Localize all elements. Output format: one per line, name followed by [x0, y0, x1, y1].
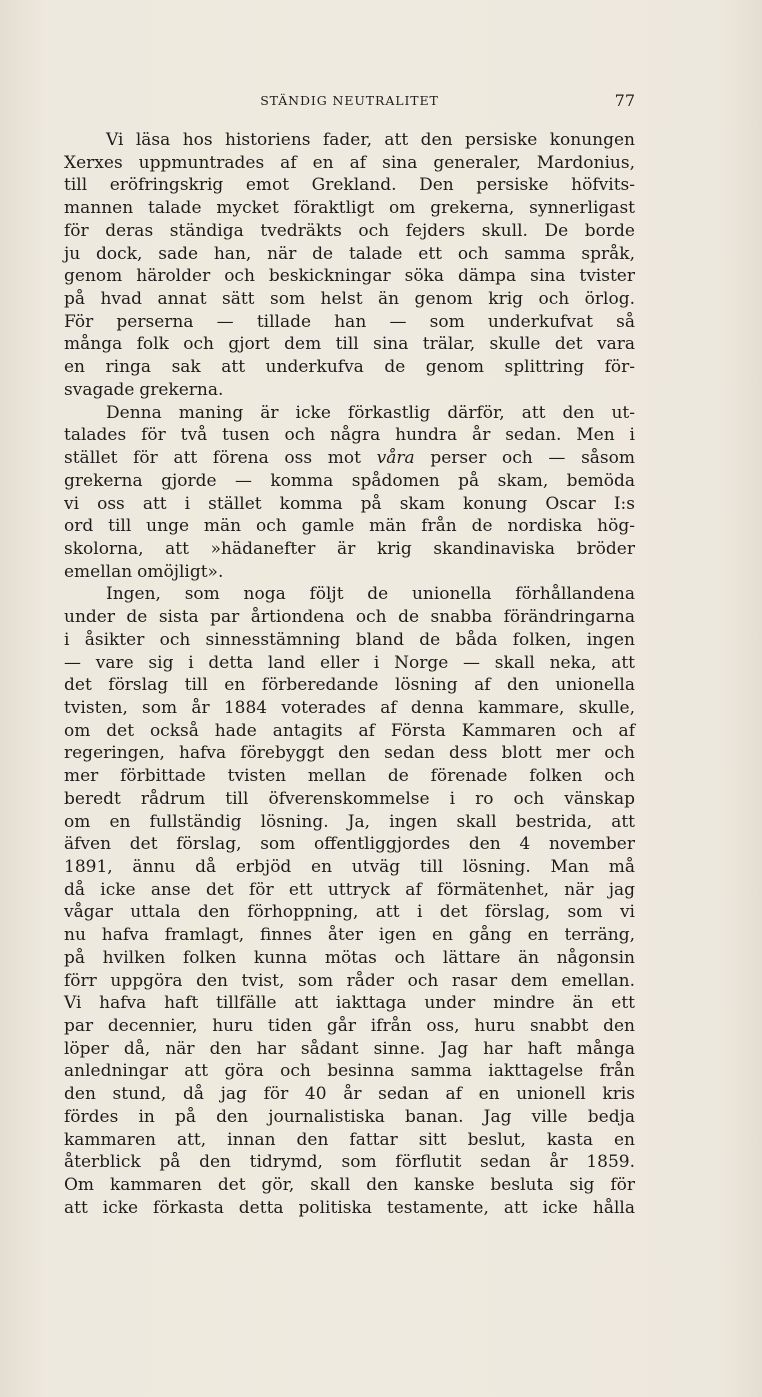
text-line: beredt rådrum till öfverenskommelse i ro och vänskap	[64, 788, 635, 809]
text-line: den stund, då jag för 40 år sedan af en unionell kris	[64, 1084, 635, 1105]
text-line: tvisten, som år 1884 voterades af denna kammare, skulle,	[64, 697, 635, 718]
text-line: ju dock, sade han, när de talade ett och samma språk,	[64, 243, 635, 264]
text-line	[64, 447, 635, 470]
text-line: mer förbittade tvisten mellan de förenade folken och	[64, 766, 635, 787]
text-line: mannen talade mycket föraktligt om grekerna, synnerligast	[64, 198, 635, 219]
text-line: Om kammaren det gör, skall den kanske besluta sig för	[64, 1175, 635, 1196]
line-segment: stället för att förena oss mot	[64, 448, 361, 469]
text-line: äfven det förslag, som offentliggjordes den 4 november	[64, 834, 635, 855]
text-line: kammaren att, innan den fattar sitt beslut, kasta en	[64, 1129, 635, 1150]
text-line: om en fullständig lösning. Ja, ingen skall bestrida, att	[64, 811, 635, 832]
running-title: STÄNDIG NEUTRALITET	[260, 93, 439, 108]
text-line: för deras ständiga tvedräkts och fejders skull. De borde	[64, 220, 635, 241]
text-line: talades för två tusen och några hundra år sedan. Men i	[64, 425, 635, 446]
text-line: skolorna, att »hädanefter är krig skandinaviska bröder	[64, 538, 635, 559]
text-line: svagade grekerna.	[64, 379, 224, 400]
text-line: det förslag till en förberedande lösning af den unionella	[64, 675, 635, 696]
text-line: återblick på den tidrymd, som förflutit sedan år 1859.	[64, 1152, 635, 1173]
text-line: förr uppgöra den tvist, som råder och rasar dem emellan.	[64, 970, 635, 991]
text-line: fördes in på den journalistiska banan. Jag ville bedja	[64, 1106, 635, 1127]
text-line: genom härolder och beskickningar söka dämpa sina tvister	[64, 266, 635, 287]
text-line: till eröfringskrig emot Grekland. Den persiske höfvits-	[64, 175, 635, 196]
text-line: par decennier, huru tiden går ifrån oss, huru snabbt den	[64, 1016, 635, 1037]
text-line: på hvilken folken kunna mötas och lättare än någonsin	[64, 947, 635, 968]
text-line: För perserna — tillade han — som underkufvat så	[64, 311, 635, 332]
text-line: många folk och gjort dem till sina trälar, skulle det vara	[64, 334, 635, 355]
page-number: 77	[614, 91, 635, 110]
text-line: på hvad annat sätt som helst än genom krig och örlog.	[64, 289, 635, 310]
text-line: då icke anse det för ett uttryck af förmätenhet, när jag	[64, 879, 635, 900]
body-text	[64, 129, 635, 1220]
text-line: att icke förkasta detta politiska testamente, att icke hålla	[64, 1197, 635, 1218]
text-line: vågar uttala den förhoppning, att i det förslag, som vi	[64, 902, 635, 923]
text-line: vi oss att i stället komma på skam konung Oscar I:s	[64, 493, 635, 514]
text-line: grekerna gjorde — komma spådomen på skam, bemöda	[64, 470, 635, 491]
text-line: ord till unge män och gamle män från de nordiska hög-	[64, 516, 635, 537]
text-line: Vi hafva haft tillfälle att iakttaga under mindre än ett	[64, 993, 635, 1014]
line-segment: perser och — såsom	[430, 448, 636, 469]
text-line: löper då, när den har sådant sinne. Jag har haft många	[64, 1038, 635, 1059]
text-line: emellan omöjligt».	[64, 561, 224, 582]
page-header	[64, 90, 635, 112]
text-line: regeringen, hafva förebyggt den sedan dess blott mer och	[64, 743, 635, 764]
text-line: Ingen, som noga följt de unionella förhållandena	[106, 584, 635, 605]
text-line: nu hafva framlagt, finnes åter igen en gång en terräng,	[64, 925, 635, 946]
text-line: i åsikter och sinnesstämning bland de båda folken, ingen	[64, 629, 635, 650]
text-line: om det också hade antagits af Första Kammaren och af	[64, 720, 635, 741]
text-line: Xerxes uppmuntrades af en af sina generaler, Mardonius,	[64, 152, 635, 173]
text-line: Vi läsa hos historiens fader, att den persiske konungen	[106, 130, 635, 150]
text-line: en ringa sak att underkufva de genom splittring för-	[64, 357, 635, 378]
text-line: Denna maning är icke förkastlig därför, att den ut-	[106, 402, 635, 423]
text-line: anledningar att göra och besinna samma iakttagelse från	[64, 1061, 635, 1082]
text-line: under de sista par årtiondena och de snabba förändringarna	[64, 607, 635, 628]
text-line: 1891, ännu då erbjöd en utväg till lösning. Man må	[64, 857, 635, 877]
text-line: — vare sig i detta land eller i Norge — skall neka, att	[64, 652, 635, 673]
emphasized-word: våra	[376, 448, 415, 469]
